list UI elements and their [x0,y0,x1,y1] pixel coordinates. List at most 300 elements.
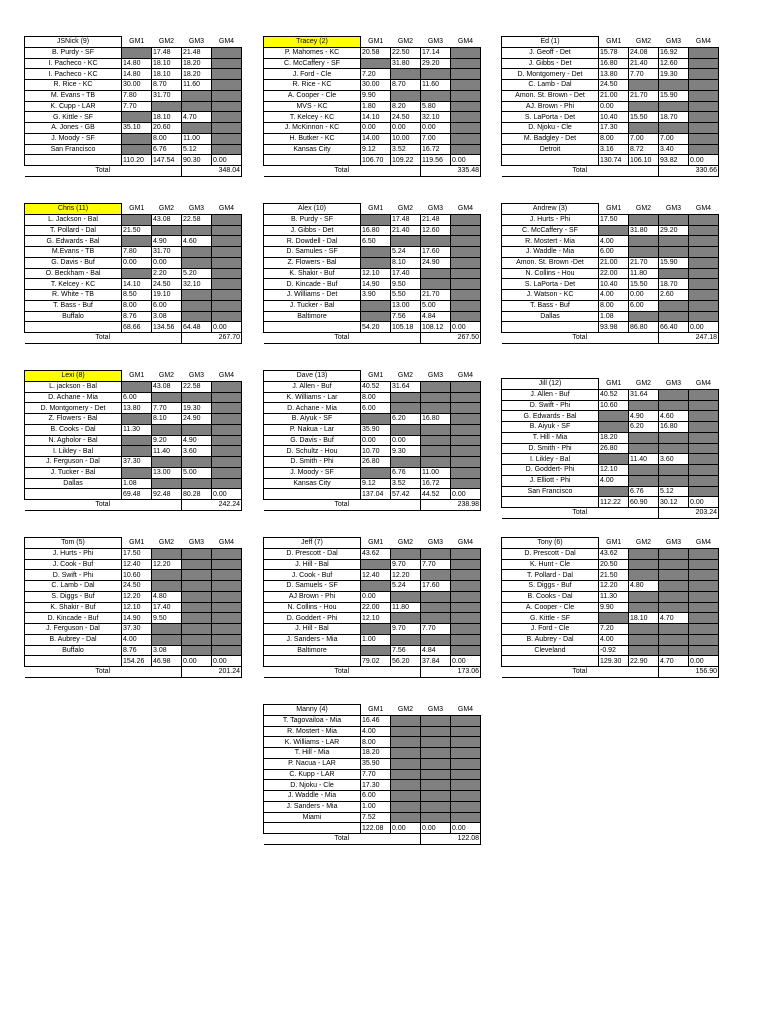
game-score: 43.62 [599,548,629,559]
game-score: 18.10 [152,112,182,123]
game-score: 13.80 [599,69,629,80]
game-score [629,80,659,91]
game-header: GM1 [129,205,145,213]
game-score: 14.10 [122,279,152,290]
game-score [451,311,481,322]
game-sum: 22.90 [629,656,659,667]
game-score [451,715,481,726]
game-score: 8.50 [122,290,152,301]
game-score [629,311,659,322]
game-score [451,591,481,602]
player-name: J. Gibbs - Det [502,58,599,69]
grand-total: 238.98 [421,500,481,511]
game-sum: 147.54 [152,155,182,166]
player-row [264,101,481,112]
game-sum: 134.56 [152,322,182,333]
game-score: 10.60 [122,570,152,581]
game-score: 29.20 [421,58,451,69]
game-score: 12.10 [599,465,629,476]
game-score: 0.00 [361,123,391,134]
game-score: 7.56 [391,645,421,656]
player-row [502,236,719,247]
game-score: 9.70 [391,624,421,635]
player-name: B. Purdy - SF [25,47,122,58]
game-header: GM3 [427,706,444,714]
game-score [212,548,242,559]
player-row [264,758,481,769]
player-name: O. Beckham - Bal [25,268,122,279]
game-score [182,478,212,489]
game-score [212,457,242,468]
game-score: 17.30 [361,780,391,791]
player-name: J. Ford - Cle [502,624,599,635]
game-score [451,581,481,592]
game-score: 5.20 [182,268,212,279]
player-name: J. Sanders - Mia [264,634,361,645]
player-row [25,290,242,301]
game-header: GM2 [158,539,175,547]
game-score: -0.92 [599,645,629,656]
game-score: 11.30 [599,591,629,602]
game-score [629,236,659,247]
player-row [25,101,242,112]
game-score: 4.70 [659,613,689,624]
game-score: 11.40 [152,446,182,457]
player-row [264,424,481,435]
game-score [152,581,182,592]
game-score: 37.30 [122,624,152,635]
player-name: J. Sanders - Mia [264,801,361,812]
game-score: 7.00 [629,133,659,144]
game-score: 5.24 [391,247,421,258]
player-name: D. Njoku - Cle [502,123,599,134]
game-score: 2.60 [659,290,689,301]
player-row [264,748,481,759]
game-score: 4.00 [122,634,152,645]
game-score: 3.60 [182,446,212,457]
game-score: 7.70 [421,559,451,570]
game-score: 18.10 [152,69,182,80]
game-score [212,613,242,624]
player-row [25,236,242,247]
game-score [391,634,421,645]
game-score [659,236,689,247]
player-row [502,634,719,645]
game-score [122,112,152,123]
player-row [502,602,719,613]
team-name: JSNick (9) [25,37,122,48]
player-name: R. Mostert - Mia [502,236,599,247]
game-score [391,748,421,759]
game-score [391,457,421,468]
game-header: GM3 [188,205,205,213]
game-score: 15.90 [659,90,689,101]
game-score [122,47,152,58]
game-score: 0.00 [629,290,659,301]
player-name: AJ. Brown - Phi [502,101,599,112]
player-name: San Francisco [502,486,599,497]
player-row [25,435,242,446]
player-name: J. Hurts - Phi [25,548,122,559]
player-row [264,812,481,823]
player-name: K. Cupp - LAR [25,101,122,112]
game-header: GM1 [368,372,384,380]
game-score [451,645,481,656]
player-name: Miami [264,812,361,823]
game-sum: 0.00 [212,155,242,166]
grand-total: 348.04 [182,166,242,177]
player-row [25,457,242,468]
player-row [264,290,481,301]
player-row [502,624,719,635]
game-score: 12.40 [361,570,391,581]
game-score [629,645,659,656]
player-row [264,581,481,592]
game-score: 0.00 [391,123,421,134]
player-row [25,581,242,592]
team-table [263,36,480,177]
game-sum: 44.52 [421,489,451,500]
game-score [451,290,481,301]
game-score: 10.60 [599,400,629,411]
game-header: GM4 [218,372,235,380]
game-score [659,465,689,476]
game-score: 1.00 [361,634,391,645]
game-score: 10.40 [599,279,629,290]
game-score: 6.00 [122,392,152,403]
game-score [421,748,451,759]
player-row [502,225,719,236]
player-name: G. Kittle - SF [25,112,122,123]
player-name: R. White - TB [25,290,122,301]
game-score: 14.80 [122,69,152,80]
game-score [451,624,481,635]
game-score: 14.10 [361,112,391,123]
game-score: 43.08 [152,381,182,392]
game-score: 8.00 [361,392,391,403]
game-score: 7.20 [599,624,629,635]
game-score [182,624,212,635]
game-score: 24.90 [421,257,451,268]
game-score [421,780,451,791]
game-score [182,247,212,258]
game-score [659,389,689,400]
game-score: 4.00 [599,290,629,301]
game-score: 16.80 [599,58,629,69]
sum-blank [25,322,122,333]
game-score [689,624,719,635]
game-sum: 0.00 [212,656,242,667]
player-name: J. Gibbs - Det [264,225,361,236]
game-header: GM3 [665,38,682,46]
game-score [689,58,719,69]
game-score [689,123,719,134]
player-row [264,90,481,101]
game-score [599,422,629,433]
game-score: 22.58 [182,381,212,392]
game-sum: 86.80 [629,322,659,333]
game-score [122,414,152,425]
game-score [391,769,421,780]
player-row [264,381,481,392]
game-score: 12.60 [659,58,689,69]
game-score: 11.00 [421,467,451,478]
game-score [361,58,391,69]
game-score [599,486,629,497]
game-score: 5.24 [391,581,421,592]
game-sum: 110.20 [122,155,152,166]
player-row [264,80,481,91]
sum-blank [25,656,122,667]
game-score [451,424,481,435]
game-score [451,478,481,489]
game-score [212,290,242,301]
player-row [502,613,719,624]
game-score [122,133,152,144]
game-score: 31.70 [152,247,182,258]
game-score [689,311,719,322]
player-name: N. Collins - Hou [502,268,599,279]
player-name: I. Likley - Bal [502,454,599,465]
player-row [264,737,481,748]
game-score [152,101,182,112]
player-name: B. Aiyuk - SF [502,422,599,433]
game-score: 40.52 [599,389,629,400]
game-score: 18.20 [182,58,212,69]
player-name: J. Tucker - Bal [264,300,361,311]
game-score: 14.80 [122,58,152,69]
total-label: Total [502,508,659,519]
game-score: 4.00 [599,475,629,486]
player-name: R. Mostert - Mia [264,726,361,737]
game-score [421,457,451,468]
game-sum: 106.70 [361,155,391,166]
game-score [689,432,719,443]
player-name: Z. Flowers - Bal [264,257,361,268]
player-name: Cleveland [502,645,599,656]
game-score: 12.60 [421,225,451,236]
game-score [421,613,451,624]
game-score [212,311,242,322]
game-score [212,591,242,602]
game-score [212,47,242,58]
game-score: 4.60 [659,411,689,422]
game-score [659,581,689,592]
game-score [212,446,242,457]
game-score [659,247,689,258]
game-score [122,446,152,457]
game-score: 8.00 [599,300,629,311]
game-score [659,311,689,322]
player-name: G. Davis - Buf [264,435,361,446]
game-score [629,465,659,476]
player-row [502,133,719,144]
game-score: 2.20 [152,268,182,279]
player-name: B. Cooks - Dal [502,591,599,602]
game-score [689,422,719,433]
game-score: 21.50 [122,225,152,236]
game-score: 7.70 [629,69,659,80]
game-score [689,400,719,411]
player-row [502,454,719,465]
game-score [152,624,182,635]
team-table [263,203,480,344]
game-score: 3.08 [152,645,182,656]
game-sum: 0.00 [212,322,242,333]
player-row [25,268,242,279]
game-score [391,403,421,414]
player-name: M. Evans - TB [25,90,122,101]
player-name: J. Elliott - Phi [502,475,599,486]
player-name: J. Cook - Buf [264,570,361,581]
player-row [25,90,242,101]
game-header: GM1 [368,38,384,46]
game-score [421,236,451,247]
game-score [421,812,451,823]
game-score: 16.72 [421,478,451,489]
game-score: 37.30 [122,457,152,468]
game-score [421,424,451,435]
game-score: 14.00 [361,133,391,144]
player-name: Kansas City [264,478,361,489]
game-score [212,58,242,69]
game-score [689,225,719,236]
player-row [264,613,481,624]
game-header: GM3 [665,205,682,213]
game-score: 4.00 [599,236,629,247]
player-name: D. Schultz - Hou [264,446,361,457]
game-score [212,602,242,613]
player-name: San Francisco [25,144,122,155]
game-score: 4.80 [152,591,182,602]
player-name: C. McCaffery - SF [502,225,599,236]
game-score [152,392,182,403]
game-score [361,624,391,635]
game-score [689,247,719,258]
game-score [659,591,689,602]
game-score: 31.80 [391,58,421,69]
game-score [212,101,242,112]
game-score [689,591,719,602]
sum-blank [502,656,599,667]
player-row [502,389,719,400]
player-row [264,467,481,478]
game-header: GM2 [635,380,652,388]
player-name: Amon. St. Brown - Det [502,90,599,101]
game-score [122,144,152,155]
game-score: 21.40 [629,58,659,69]
player-row [502,645,719,656]
game-score [122,435,152,446]
game-score [361,257,391,268]
grand-total: 335.48 [421,166,481,177]
player-row [25,257,242,268]
game-score: 6.00 [361,791,391,802]
game-score [421,791,451,802]
player-row [264,214,481,225]
total-label: Total [25,500,182,511]
game-score: 31.64 [629,389,659,400]
player-name: J. Ford - Cle [264,69,361,80]
game-score: 6.00 [599,247,629,258]
player-name: J. Allen - Buf [264,381,361,392]
game-score [421,403,451,414]
game-header: GM4 [457,372,474,380]
player-name: S. LaPorta - Det [502,279,599,290]
player-row [25,392,242,403]
game-score: 9.90 [361,90,391,101]
game-sum: 30.12 [659,497,689,508]
total-label: Total [264,333,421,344]
game-score: 9.30 [391,446,421,457]
player-row [264,478,481,489]
game-score: 24.50 [391,112,421,123]
player-row [264,300,481,311]
game-score [391,90,421,101]
game-score [212,257,242,268]
game-score [451,570,481,581]
player-row [502,90,719,101]
game-score [451,268,481,279]
game-sum: 90.30 [182,155,212,166]
game-score: 0.00 [152,257,182,268]
player-name: T. Bass - Buf [25,300,122,311]
player-name: J. Ferguson - Dal [25,457,122,468]
game-score [689,268,719,279]
game-score [689,443,719,454]
game-sum: 130.74 [599,155,629,166]
player-row [264,602,481,613]
player-name: J. Williams - Det [264,290,361,301]
game-score [182,290,212,301]
total-label: Total [502,333,659,344]
game-score [421,279,451,290]
game-sum: 112.22 [599,497,629,508]
player-name: B. Cooks - Dal [25,424,122,435]
game-score [629,559,659,570]
game-score [212,478,242,489]
game-score: 8.76 [122,311,152,322]
game-score: 9.12 [361,144,391,155]
game-score: 17.48 [391,214,421,225]
game-sum: 93.82 [659,155,689,166]
game-score [659,645,689,656]
game-header: GM2 [397,706,414,714]
player-row [264,414,481,425]
player-row [502,465,719,476]
player-name: Baltimore [264,311,361,322]
game-score [182,225,212,236]
game-score [421,602,451,613]
game-score [421,715,451,726]
game-score: 7.70 [361,769,391,780]
game-score [421,268,451,279]
game-score: 11.80 [391,602,421,613]
player-name: J. Ferguson - Dal [25,624,122,635]
game-score [361,467,391,478]
player-row [502,80,719,91]
game-score: 18.10 [629,613,659,624]
game-score [182,90,212,101]
game-score: 22.50 [391,47,421,58]
game-score: 6.50 [361,236,391,247]
game-score: 16.46 [361,715,391,726]
player-row [25,446,242,457]
game-header: GM1 [368,706,384,714]
game-score [182,311,212,322]
game-score: 6.76 [152,144,182,155]
game-sum: 46.98 [152,656,182,667]
